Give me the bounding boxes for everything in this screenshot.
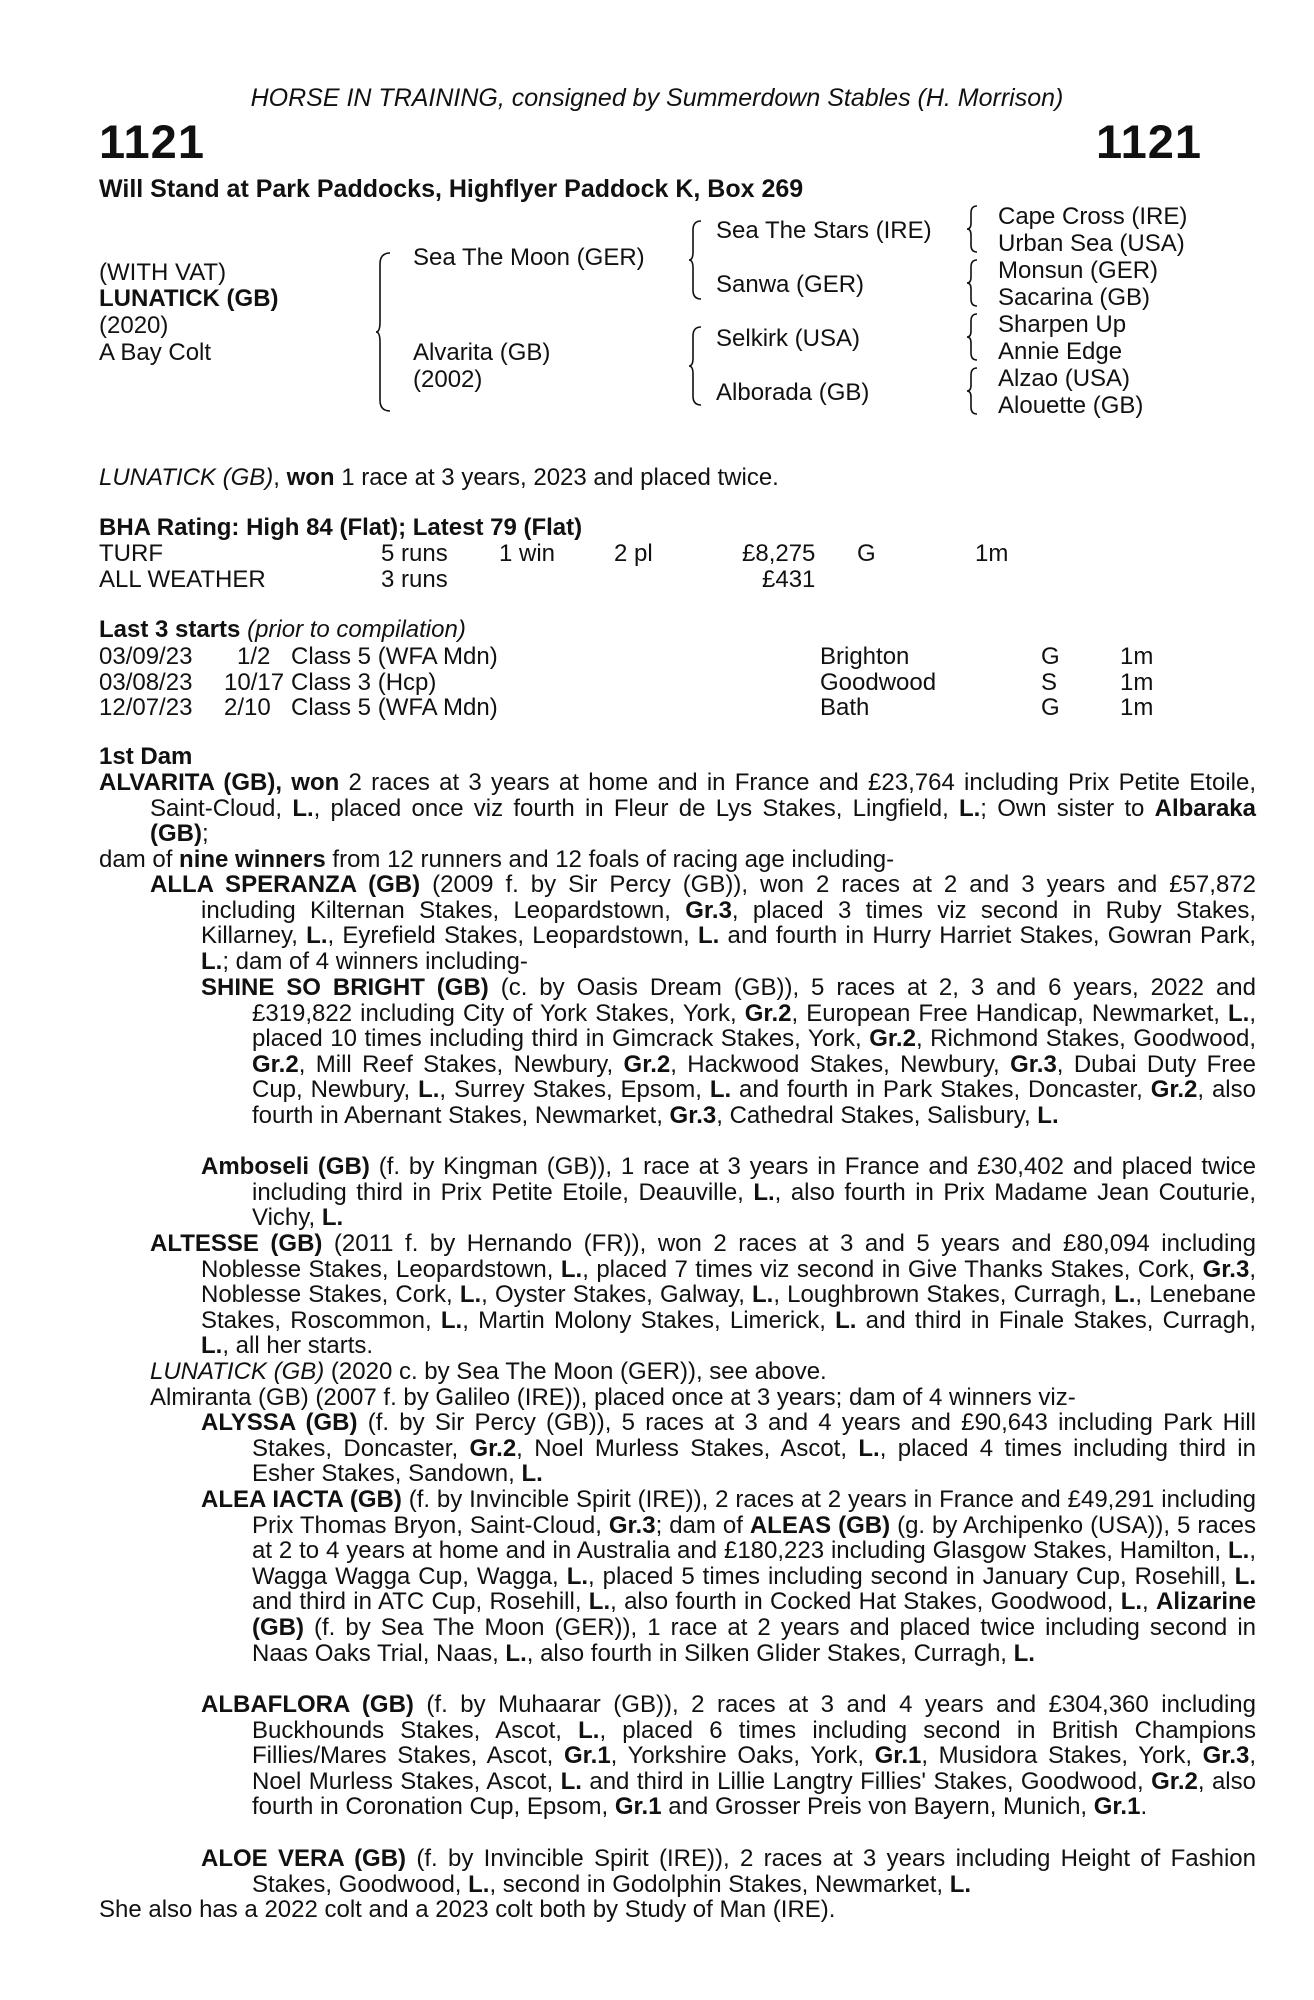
text: , Richmond Stakes, Goodwood, bbox=[915, 1025, 1257, 1053]
pedigree-dam-year: (2002) bbox=[413, 366, 483, 393]
rating-wins: 1 win bbox=[499, 540, 556, 567]
pedigree-g7: Alzao (USA) bbox=[998, 365, 1131, 392]
text: , placed 5 times including second in January Cup, Rosehill, bbox=[588, 1562, 1235, 1590]
listed-tag: L. bbox=[1114, 1281, 1136, 1309]
dam-alvarita bbox=[99, 770, 1256, 847]
dam-heading: 1st Dam bbox=[99, 743, 193, 770]
text: , Musidora Stakes, York, bbox=[921, 1742, 1203, 1770]
text: , Lenebane Stakes, Roscommon, bbox=[201, 1281, 1256, 1334]
produce-name: ALYSSA (GB) bbox=[201, 1409, 358, 1436]
text: 2 races at 3 years at home and in France and £23,764 including Prix Petite Etoile, Saint-Cloud, bbox=[150, 769, 1256, 822]
listed-tag: L. bbox=[1013, 1639, 1035, 1667]
listed-tag: L. bbox=[292, 794, 314, 822]
listed-tag: L. bbox=[1228, 999, 1250, 1027]
winners-count: nine winners bbox=[179, 846, 326, 873]
listed-tag: L. bbox=[835, 1306, 857, 1334]
start-distance: 1m bbox=[1120, 694, 1154, 721]
listed-tag: L. bbox=[752, 1281, 774, 1309]
start-course: Goodwood bbox=[820, 669, 937, 696]
summary-horse-name: LUNATICK (GB) bbox=[99, 464, 274, 491]
text: (f. by Muhaarar (GB)), 2 races at 3 and 4 years and £304,360 including Buckhounds Stakes, Ascot, bbox=[252, 1691, 1256, 1744]
group-tag: Gr.3 bbox=[685, 896, 732, 924]
text: (2009 f. by Sir Percy (GB)), won 2 races at 2 and 3 years and £57,872 including Kilternan Stakes, Leopardstown, bbox=[201, 871, 1256, 924]
text: and third in ATC Cup, Rosehill, bbox=[252, 1588, 589, 1616]
produce-name: LUNATICK (GB) bbox=[150, 1358, 325, 1385]
text: , all her starts. bbox=[222, 1332, 374, 1360]
text: ; Own sister to bbox=[980, 794, 1155, 822]
text: , second in Godolphin Stakes, Newmarket, bbox=[489, 1870, 950, 1898]
text: , Surrey Stakes, Epsom, bbox=[439, 1076, 710, 1104]
start-going: S bbox=[1041, 669, 1058, 696]
rating-runs: 3 runs bbox=[381, 566, 448, 593]
produce-name: Amboseli (GB) bbox=[201, 1153, 370, 1180]
group-tag: Gr.3 bbox=[669, 1101, 717, 1129]
text: , Noel Murless Stakes, Ascot, bbox=[252, 1742, 1257, 1795]
start-course: Brighton bbox=[820, 643, 910, 670]
start-course: Bath bbox=[820, 694, 870, 721]
group-tag: Gr.2 bbox=[623, 1050, 671, 1078]
summary-won: won bbox=[286, 464, 335, 491]
start-position: 1/2 bbox=[237, 643, 271, 670]
produce-name: ALTESSE (GB) bbox=[150, 1230, 323, 1257]
group-tag: Gr.2 bbox=[869, 1025, 916, 1053]
text: , Wagga Wagga Cup, Wagga, bbox=[252, 1537, 1256, 1590]
text: , Martin Molony Stakes, Limerick, bbox=[462, 1306, 836, 1334]
pedigree-g8: Alouette (GB) bbox=[998, 392, 1144, 419]
horse-name: LUNATICK (GB) bbox=[99, 285, 279, 312]
produce-altesse bbox=[150, 1231, 1256, 1359]
horse-year: (2020) bbox=[99, 312, 169, 339]
listed-tag: L. bbox=[468, 1870, 490, 1898]
pedigree-dam-bracket bbox=[689, 326, 703, 406]
group-tag: Gr.2 bbox=[1150, 1076, 1198, 1104]
text: , also fourth in Prix Madame Jean Couturie, Vichy, bbox=[252, 1178, 1256, 1232]
start-date: 03/08/23 bbox=[99, 669, 193, 696]
produce-name: ALBAFLORA (GB) bbox=[201, 1691, 414, 1718]
group-tag: Gr.1 bbox=[614, 1793, 662, 1821]
listed-tag: L. bbox=[588, 1588, 611, 1616]
pedigree-dam-sire: Selkirk (USA) bbox=[716, 325, 861, 352]
rating-heading: BHA Rating: High 84 (Flat); Latest 79 (Flat) bbox=[99, 514, 583, 541]
pedigree-sire-bracket bbox=[689, 220, 703, 300]
text: (2011 f. by Hernando (FR)), won 2 races at 3 and 5 years and £80,094 including Noblesse Stakes, Leopardstown, bbox=[201, 1230, 1256, 1283]
rating-prize: £8,275 bbox=[742, 540, 816, 567]
rating-surface: TURF bbox=[99, 540, 163, 567]
listed-tag: L. bbox=[958, 794, 981, 822]
listed-tag: L. bbox=[418, 1076, 440, 1104]
text: , also fourth in Silken Glider Stakes, Curragh, bbox=[526, 1639, 1014, 1667]
rating-going: G bbox=[857, 540, 876, 567]
pedigree-dam-dam: Alborada (GB) bbox=[716, 379, 870, 406]
pedigree-sire-sire: Sea The Stars (IRE) bbox=[716, 217, 932, 244]
group-tag: Gr.3 bbox=[1202, 1742, 1250, 1770]
produce-name: SHINE SO BRIGHT (GB) bbox=[201, 974, 489, 1001]
text: and Grosser Preis von Bayern, Munich, bbox=[661, 1793, 1094, 1821]
alvarita-name: ALVARITA (GB), won bbox=[99, 769, 340, 796]
group-tag: Gr.2 bbox=[744, 999, 792, 1027]
text: , also fourth in Coronation Cup, Epsom, bbox=[252, 1767, 1256, 1821]
text: , placed 10 times including third in Gimcrack Stakes, York, bbox=[252, 999, 1256, 1053]
listed-tag: L. bbox=[201, 947, 223, 975]
text: (f. by Sea The Moon (GER)), 1 race at 2 years and placed twice including second in Naas Oaks Trial, Naas, bbox=[252, 1613, 1256, 1667]
produce-almiranta: Almiranta (GB) (2007 f. by Galileo (IRE)), placed once at 3 years; dam of 4 winners viz- bbox=[150, 1384, 1076, 1411]
dam-of-line bbox=[99, 847, 1205, 873]
text: (f. by Sir Percy (GB)), 5 races at 3 and 4 years and £90,643 including Park Hill Stakes, Doncaster, bbox=[252, 1409, 1256, 1462]
start-race: Class 5 (WFA Mdn) bbox=[291, 694, 498, 721]
produce-amboseli bbox=[201, 1154, 1256, 1231]
text: , bbox=[1142, 1588, 1156, 1616]
pedigree-g-bracket-3 bbox=[967, 313, 979, 361]
group-tag: Gr.3 bbox=[1010, 1050, 1057, 1078]
text: (f. by Invincible Spirit (IRE)), 2 races at 3 years including Height of Fashion Stakes, Goodwood, bbox=[252, 1845, 1256, 1898]
listed-tag: L. bbox=[949, 1870, 972, 1898]
produce-alla-speranza bbox=[150, 872, 1256, 974]
pedigree-g1: Cape Cross (IRE) bbox=[998, 203, 1188, 230]
summary-text: 1 race at 3 years, 2023 and placed twice. bbox=[334, 464, 779, 491]
start-going: G bbox=[1041, 643, 1060, 670]
listed-tag: L. bbox=[560, 1255, 583, 1283]
listed-tag: L. bbox=[459, 1281, 482, 1309]
listed-tag: L. bbox=[321, 1204, 344, 1232]
sister-name: Albaraka (GB) bbox=[150, 794, 1256, 848]
pedigree-g-bracket-1 bbox=[967, 205, 979, 253]
start-position: 2/10 bbox=[224, 694, 271, 721]
text: ; dam of bbox=[655, 1511, 750, 1539]
produce-alyssa bbox=[201, 1410, 1256, 1487]
group-tag: Gr.2 bbox=[469, 1434, 517, 1462]
group-tag: Gr.2 bbox=[252, 1050, 299, 1078]
pedigree-g5: Sharpen Up bbox=[998, 311, 1127, 338]
pedigree-g-bracket-4 bbox=[967, 367, 979, 415]
text: ; dam of 4 winners including- bbox=[222, 947, 528, 975]
consignor-line: HORSE IN TRAINING, consigned by Summerdown Stables (H. Morrison) bbox=[250, 84, 1064, 112]
listed-tag: L. bbox=[566, 1562, 589, 1590]
listed-tag: L. bbox=[201, 1332, 223, 1360]
text: ; bbox=[201, 820, 209, 848]
group-tag: Gr.1 bbox=[874, 1742, 922, 1770]
text: (g. by Archipenko (USA)), 5 races at 2 to 4 years at home and in Australia and £180,223 including Glasgow Stakes, Hamilton, bbox=[252, 1511, 1257, 1565]
rating-surface: ALL WEATHER bbox=[99, 566, 266, 593]
race-summary: LUNATICK (GB), won 1 race at 3 years, 2023 and placed twice. bbox=[99, 464, 779, 491]
listed-tag: L. bbox=[505, 1639, 527, 1667]
group-tag: Gr.1 bbox=[563, 1742, 611, 1770]
produce-lunatick bbox=[150, 1359, 1205, 1385]
start-date: 03/09/23 bbox=[99, 643, 193, 670]
produce-name: ALEAS (GB) bbox=[749, 1511, 891, 1539]
text: , Yorkshire Oaks, York, bbox=[610, 1742, 875, 1770]
text: , placed once viz fourth in Fleur de Lys Stakes, Lingfield, bbox=[313, 794, 959, 822]
produce-shine-so-bright bbox=[201, 975, 1256, 1129]
text: , Noel Murless Stakes, Ascot, bbox=[516, 1434, 859, 1462]
listed-tag: L. bbox=[697, 922, 720, 950]
lot-number-right: 1121 bbox=[1096, 115, 1202, 168]
listed-tag: L. bbox=[753, 1178, 775, 1206]
horse-description: A Bay Colt bbox=[99, 339, 212, 366]
group-tag: Gr.3 bbox=[1202, 1255, 1250, 1283]
start-date: 12/07/23 bbox=[99, 694, 193, 721]
text: and fourth in Park Stakes, Doncaster, bbox=[731, 1076, 1151, 1104]
pedigree-g2: Urban Sea (USA) bbox=[998, 230, 1185, 257]
text: (c. by Oasis Dream (GB)), 5 races at 2, 3 and 6 years, 2022 and £319,822 including City of York Stakes, York, bbox=[252, 974, 1256, 1027]
text: , placed 7 times viz second in Give Thanks Stakes, Cork, bbox=[582, 1255, 1203, 1283]
text: , also fourth in Cocked Hat Stakes, Goodwood, bbox=[610, 1588, 1121, 1616]
text: , Oyster Stakes, Galway, bbox=[481, 1281, 753, 1309]
listed-tag: L. bbox=[306, 922, 328, 950]
pedigree-main-bracket bbox=[376, 252, 392, 412]
text: , Dubai Duty Free Cup, Newbury, bbox=[252, 1050, 1256, 1104]
listed-tag: L. bbox=[578, 1716, 600, 1744]
text: from 12 runners and 12 foals of racing age including- bbox=[325, 846, 895, 873]
listed-tag: L. bbox=[1234, 1562, 1256, 1590]
pedigree-dam: Alvarita (GB) bbox=[413, 339, 551, 366]
rating-runs: 5 runs bbox=[381, 540, 448, 567]
produce-aloe-vera bbox=[201, 1846, 1256, 1897]
start-distance: 1m bbox=[1120, 669, 1154, 696]
produce-alea-iacta bbox=[201, 1487, 1256, 1666]
pedigree-g-bracket-2 bbox=[967, 259, 979, 307]
stabling-line: Will Stand at Park Paddocks, Highflyer Paddock K, Box 269 bbox=[99, 175, 804, 203]
listed-tag: L. bbox=[1120, 1588, 1143, 1616]
group-tag: Gr.2 bbox=[1151, 1767, 1198, 1795]
start-going: G bbox=[1041, 694, 1060, 721]
rating-placed: 2 pl bbox=[614, 540, 653, 567]
pedigree-sire: Sea The Moon (GER) bbox=[413, 244, 645, 271]
produce-name: ALEA IACTA (GB) bbox=[201, 1486, 402, 1513]
group-tag: Gr.1 bbox=[1093, 1793, 1141, 1821]
text: , placed 4 times including third in Esher Stakes, Sandown, bbox=[252, 1434, 1256, 1488]
text: , placed 6 times including second in British Champions Fillies/Mares Stakes, Ascot, bbox=[252, 1716, 1256, 1770]
produce-name: ALOE VERA (GB) bbox=[201, 1845, 407, 1872]
text: , Cathedral Stakes, Salisbury, bbox=[716, 1101, 1038, 1129]
produce-albaflora bbox=[201, 1692, 1256, 1820]
rating-distance: 1m bbox=[975, 540, 1009, 567]
listed-tag: L. bbox=[521, 1460, 543, 1488]
pedigree-g3: Monsun (GER) bbox=[998, 257, 1159, 284]
last-starts-note: (prior to compilation) bbox=[247, 616, 466, 643]
text: . bbox=[1140, 1793, 1148, 1821]
start-position: 10/17 bbox=[224, 669, 285, 696]
text: (f. by Invincible Spirit (IRE)), 2 races at 2 years in France and £49,291 including Prix Thomas Bryon, Saint-Cloud, bbox=[252, 1486, 1256, 1539]
pedigree-g6: Annie Edge bbox=[998, 338, 1123, 365]
text: , Noblesse Stakes, Cork, bbox=[201, 1255, 1256, 1309]
text: (f. by Kingman (GB)), 1 race at 3 years in France and £30,402 and placed twice including third in Prix Petite Etoile, Deauville, bbox=[252, 1153, 1256, 1206]
text: , also fourth in Abernant Stakes, Newmarket, bbox=[252, 1076, 1256, 1129]
text: , Eyrefield Stakes, Leopardstown, bbox=[327, 922, 698, 950]
text: , Mill Reef Stakes, Newbury, bbox=[298, 1050, 624, 1078]
text: and fourth in Hurry Harriet Stakes, Gowran Park, bbox=[719, 922, 1257, 950]
rating-prize: £431 bbox=[762, 566, 816, 593]
text: , Loughbrown Stakes, Curragh, bbox=[773, 1281, 1115, 1309]
group-tag: Gr.3 bbox=[608, 1511, 656, 1539]
listed-tag: L. bbox=[1228, 1537, 1250, 1565]
last-starts-heading bbox=[99, 617, 466, 643]
start-distance: 1m bbox=[1120, 643, 1154, 670]
listed-tag: L. bbox=[858, 1434, 880, 1462]
text: and third in Lillie Langtry Fillies' Stakes, Goodwood, bbox=[581, 1767, 1152, 1795]
text: (2020 c. by Sea The Moon (GER)), see above. bbox=[324, 1358, 827, 1385]
listed-tag: L. bbox=[709, 1076, 732, 1104]
listed-tag: L. bbox=[1037, 1101, 1059, 1129]
start-race: Class 5 (WFA Mdn) bbox=[291, 643, 498, 670]
pedigree-g4: Sacarina (GB) bbox=[998, 284, 1151, 311]
listed-tag: L. bbox=[560, 1767, 582, 1795]
text: dam of bbox=[99, 846, 180, 873]
produce-name: ALLA SPERANZA (GB) bbox=[150, 871, 421, 898]
start-race: Class 3 (Hcp) bbox=[291, 669, 437, 696]
last-starts-title: Last 3 starts bbox=[99, 616, 241, 643]
pedigree-sire-dam: Sanwa (GER) bbox=[716, 271, 865, 298]
listed-tag: L. bbox=[440, 1306, 463, 1334]
lot-number-left: 1121 bbox=[99, 115, 205, 168]
text: , Hackwood Stakes, Newbury, bbox=[670, 1050, 1011, 1078]
vat-note: (WITH VAT) bbox=[99, 259, 227, 286]
footer-note: She also has a 2022 colt and a 2023 colt both by Study of Man (IRE). bbox=[99, 1896, 836, 1923]
text: , placed 3 times viz second in Ruby Stakes, Killarney, bbox=[201, 896, 1257, 950]
text: , European Free Handicap, Newmarket, bbox=[791, 999, 1228, 1027]
text: and third in Finale Stakes, Curragh, bbox=[856, 1306, 1256, 1334]
produce-name: Alizarine (GB) bbox=[252, 1588, 1257, 1641]
